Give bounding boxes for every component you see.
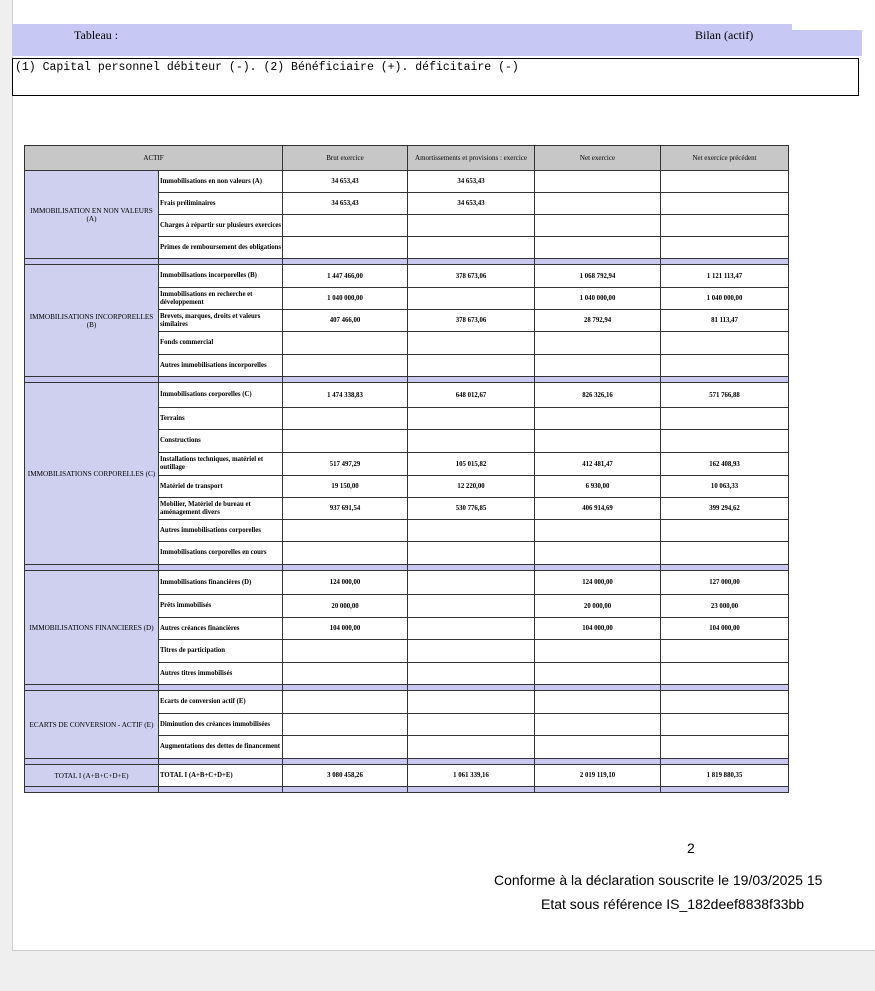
cell-prev bbox=[661, 215, 789, 237]
cell-net bbox=[535, 520, 661, 542]
table-type: Bilan (actif) bbox=[695, 28, 754, 42]
row-label: Immobilisations en recherche et développement bbox=[159, 288, 283, 310]
row-label: Brevets, marques, droits et valeurs similaires bbox=[159, 310, 283, 332]
cell-amort: 105 015,82 bbox=[408, 453, 535, 476]
col-brut: Brut exercice bbox=[283, 146, 408, 171]
separator-cell bbox=[159, 787, 283, 793]
row-label: Constructions bbox=[159, 430, 283, 453]
cell-amort bbox=[408, 714, 535, 736]
cell-amort bbox=[408, 355, 535, 377]
row-label: Immobilisations corporelles (C) bbox=[159, 383, 283, 408]
cell-prev: 10 063,33 bbox=[661, 476, 789, 498]
cell-amort bbox=[408, 736, 535, 759]
cell-amort: 378 673,06 bbox=[408, 310, 535, 332]
table-row bbox=[25, 265, 789, 288]
row-label: Ecarts de conversion actif (E) bbox=[159, 691, 283, 714]
cell-prev bbox=[661, 193, 789, 215]
cell-amort bbox=[408, 408, 535, 430]
cell-brut bbox=[283, 542, 408, 565]
section-title: IMMOBILISATIONS FINANCIERES (D) bbox=[25, 571, 159, 685]
cell-brut bbox=[283, 520, 408, 542]
cell-amort bbox=[408, 691, 535, 714]
row-label: Autres immobilisations incorporelles bbox=[159, 355, 283, 377]
row-label: Matériel de transport bbox=[159, 476, 283, 498]
table-row bbox=[25, 691, 789, 714]
cell-amort bbox=[408, 571, 535, 595]
cell-brut: 407 466,00 bbox=[283, 310, 408, 332]
section-title: ECARTS DE CONVERSION - ACTIF (E) bbox=[25, 691, 159, 759]
cell-prev bbox=[661, 237, 789, 259]
cell-brut: 1 040 000,00 bbox=[283, 288, 408, 310]
cell-prev: 162 408,93 bbox=[661, 453, 789, 476]
separator-cell bbox=[661, 787, 789, 793]
cell-net bbox=[535, 736, 661, 759]
row-label: Mobilier, Matériel de bureau et aménagement divers bbox=[159, 498, 283, 520]
row-label: Immobilisations corporelles en cours bbox=[159, 542, 283, 565]
header-blank bbox=[792, 24, 862, 30]
section-title: TOTAL I (A+B+C+D+E) bbox=[25, 765, 159, 787]
cell-prev: 1 121 113,47 bbox=[661, 265, 789, 288]
table-header-bar bbox=[12, 24, 862, 56]
separator-cell bbox=[25, 787, 159, 793]
cell-brut bbox=[283, 355, 408, 377]
cell-net: 124 000,00 bbox=[535, 571, 661, 595]
row-label: Prêts immobilisés bbox=[159, 595, 283, 618]
footer-conformity: Conforme à la déclaration souscrite le 19/03/2025 15 bbox=[494, 872, 823, 888]
row-label: TOTAL I (A+B+C+D+E) bbox=[159, 765, 283, 787]
cell-brut bbox=[283, 736, 408, 759]
cell-brut: 1 447 466,00 bbox=[283, 265, 408, 288]
cell-amort: 34 653,43 bbox=[408, 171, 535, 193]
cell-net bbox=[535, 332, 661, 355]
cell-prev bbox=[661, 332, 789, 355]
table-body bbox=[25, 171, 789, 793]
cell-net: 28 792,94 bbox=[535, 310, 661, 332]
cell-brut: 34 653,43 bbox=[283, 171, 408, 193]
cell-brut bbox=[283, 663, 408, 685]
cell-net bbox=[535, 355, 661, 377]
cell-amort bbox=[408, 618, 535, 640]
cell-amort: 378 673,06 bbox=[408, 265, 535, 288]
cell-amort bbox=[408, 520, 535, 542]
cell-prev bbox=[661, 736, 789, 759]
cell-net bbox=[535, 408, 661, 430]
page-number: 2 bbox=[687, 840, 695, 856]
cell-brut: 20 000,00 bbox=[283, 595, 408, 618]
row-label: Autres immobilisations corporelles bbox=[159, 520, 283, 542]
section-title: IMMOBILISATION EN NON VALEURS (A) bbox=[25, 171, 159, 259]
cell-amort bbox=[408, 542, 535, 565]
table-row bbox=[25, 765, 789, 787]
cell-brut bbox=[283, 332, 408, 355]
cell-net bbox=[535, 640, 661, 663]
cell-net bbox=[535, 430, 661, 453]
cell-brut bbox=[283, 640, 408, 663]
col-actif: ACTIF bbox=[25, 146, 283, 171]
cell-brut: 3 080 458,26 bbox=[283, 765, 408, 787]
separator-cell bbox=[283, 787, 408, 793]
row-label: Augmentations des dettes de financement bbox=[159, 736, 283, 759]
col-amort: Amortissements et provisions : exercice bbox=[408, 146, 535, 171]
cell-brut bbox=[283, 237, 408, 259]
cell-net bbox=[535, 215, 661, 237]
cell-prev: 1 040 000,00 bbox=[661, 288, 789, 310]
cell-net: 6 930,00 bbox=[535, 476, 661, 498]
cell-amort: 530 776,85 bbox=[408, 498, 535, 520]
note-text: (1) Capital personnel débiteur (-). (2) Bénéficiaire (+). déficitaire (-) bbox=[15, 61, 519, 74]
cell-brut: 1 474 338,83 bbox=[283, 383, 408, 408]
cell-amort bbox=[408, 640, 535, 663]
cell-amort bbox=[408, 430, 535, 453]
cell-prev bbox=[661, 520, 789, 542]
row-label: Autres créances financières bbox=[159, 618, 283, 640]
cell-net bbox=[535, 691, 661, 714]
cell-prev bbox=[661, 171, 789, 193]
section-title: IMMOBILISATIONS CORPORELLES (C) bbox=[25, 383, 159, 565]
cell-brut: 517 497,29 bbox=[283, 453, 408, 476]
cell-net: 20 000,00 bbox=[535, 595, 661, 618]
cell-brut bbox=[283, 714, 408, 736]
footer-reference: Etat sous référence IS_182deef8838f33bb bbox=[541, 896, 805, 912]
cell-net: 2 019 119,10 bbox=[535, 765, 661, 787]
cell-prev: 399 294,62 bbox=[661, 498, 789, 520]
row-label: Immobilisations incorporelles (B) bbox=[159, 265, 283, 288]
cell-net: 104 000,00 bbox=[535, 618, 661, 640]
row-label: Immobilisations en non valeurs (A) bbox=[159, 171, 283, 193]
cell-brut bbox=[283, 215, 408, 237]
cell-amort: 1 061 339,16 bbox=[408, 765, 535, 787]
cell-brut bbox=[283, 408, 408, 430]
cell-prev bbox=[661, 663, 789, 685]
cell-amort bbox=[408, 663, 535, 685]
cell-amort bbox=[408, 288, 535, 310]
cell-brut bbox=[283, 691, 408, 714]
cell-net bbox=[535, 193, 661, 215]
cell-amort bbox=[408, 595, 535, 618]
cell-prev: 1 819 880,35 bbox=[661, 765, 789, 787]
cell-net bbox=[535, 171, 661, 193]
cell-prev bbox=[661, 430, 789, 453]
cell-net bbox=[535, 714, 661, 736]
cell-net: 826 326,16 bbox=[535, 383, 661, 408]
cell-amort bbox=[408, 215, 535, 237]
row-label: Fonds commercial bbox=[159, 332, 283, 355]
cell-amort bbox=[408, 237, 535, 259]
cell-prev: 81 113,47 bbox=[661, 310, 789, 332]
cell-net bbox=[535, 237, 661, 259]
cell-amort: 648 012,67 bbox=[408, 383, 535, 408]
cell-prev bbox=[661, 691, 789, 714]
section-separator bbox=[25, 787, 789, 793]
cell-prev bbox=[661, 542, 789, 565]
cell-prev: 104 000,00 bbox=[661, 618, 789, 640]
row-label: Immobilisations financières (D) bbox=[159, 571, 283, 595]
cell-prev bbox=[661, 714, 789, 736]
cell-amort: 12 220,00 bbox=[408, 476, 535, 498]
cell-brut: 124 000,00 bbox=[283, 571, 408, 595]
row-label: Titres de participation bbox=[159, 640, 283, 663]
cell-prev bbox=[661, 640, 789, 663]
cell-net: 406 914,69 bbox=[535, 498, 661, 520]
table-label: Tableau : bbox=[74, 28, 119, 42]
actif-table bbox=[24, 145, 789, 793]
cell-brut: 937 691,54 bbox=[283, 498, 408, 520]
cell-prev bbox=[661, 355, 789, 377]
cell-prev: 23 000,00 bbox=[661, 595, 789, 618]
row-label: Frais préliminaires bbox=[159, 193, 283, 215]
note-box bbox=[12, 58, 859, 96]
col-prev: Net exercice précédent bbox=[661, 146, 789, 171]
cell-net: 412 481,47 bbox=[535, 453, 661, 476]
cell-amort bbox=[408, 332, 535, 355]
table-row bbox=[25, 383, 789, 408]
cell-prev bbox=[661, 408, 789, 430]
row-label: Primes de remboursement des obligations bbox=[159, 237, 283, 259]
cell-prev: 571 766,88 bbox=[661, 383, 789, 408]
row-label: Charges à répartir sur plusieurs exercices bbox=[159, 215, 283, 237]
cell-prev: 127 000,00 bbox=[661, 571, 789, 595]
row-label: Terrains bbox=[159, 408, 283, 430]
separator-cell bbox=[535, 787, 661, 793]
balance-sheet bbox=[24, 145, 788, 793]
header-row bbox=[25, 146, 789, 171]
section-title: IMMOBILISATIONS INCORPORELLES (B) bbox=[25, 265, 159, 377]
separator-cell bbox=[408, 787, 535, 793]
row-label: Diminution des créances immobilisées bbox=[159, 714, 283, 736]
cell-brut: 104 000,00 bbox=[283, 618, 408, 640]
cell-net: 1 040 000,00 bbox=[535, 288, 661, 310]
cell-brut: 19 150,00 bbox=[283, 476, 408, 498]
cell-net bbox=[535, 542, 661, 565]
cell-amort: 34 653,43 bbox=[408, 193, 535, 215]
row-label: Installations techniques, matériel et outillage bbox=[159, 453, 283, 476]
cell-brut bbox=[283, 430, 408, 453]
cell-brut: 34 653,43 bbox=[283, 193, 408, 215]
table-row bbox=[25, 571, 789, 595]
col-net: Net exercice bbox=[535, 146, 661, 171]
row-label: Autres titres immobilisés bbox=[159, 663, 283, 685]
cell-net bbox=[535, 663, 661, 685]
cell-net: 1 068 792,94 bbox=[535, 265, 661, 288]
table-row bbox=[25, 171, 789, 193]
